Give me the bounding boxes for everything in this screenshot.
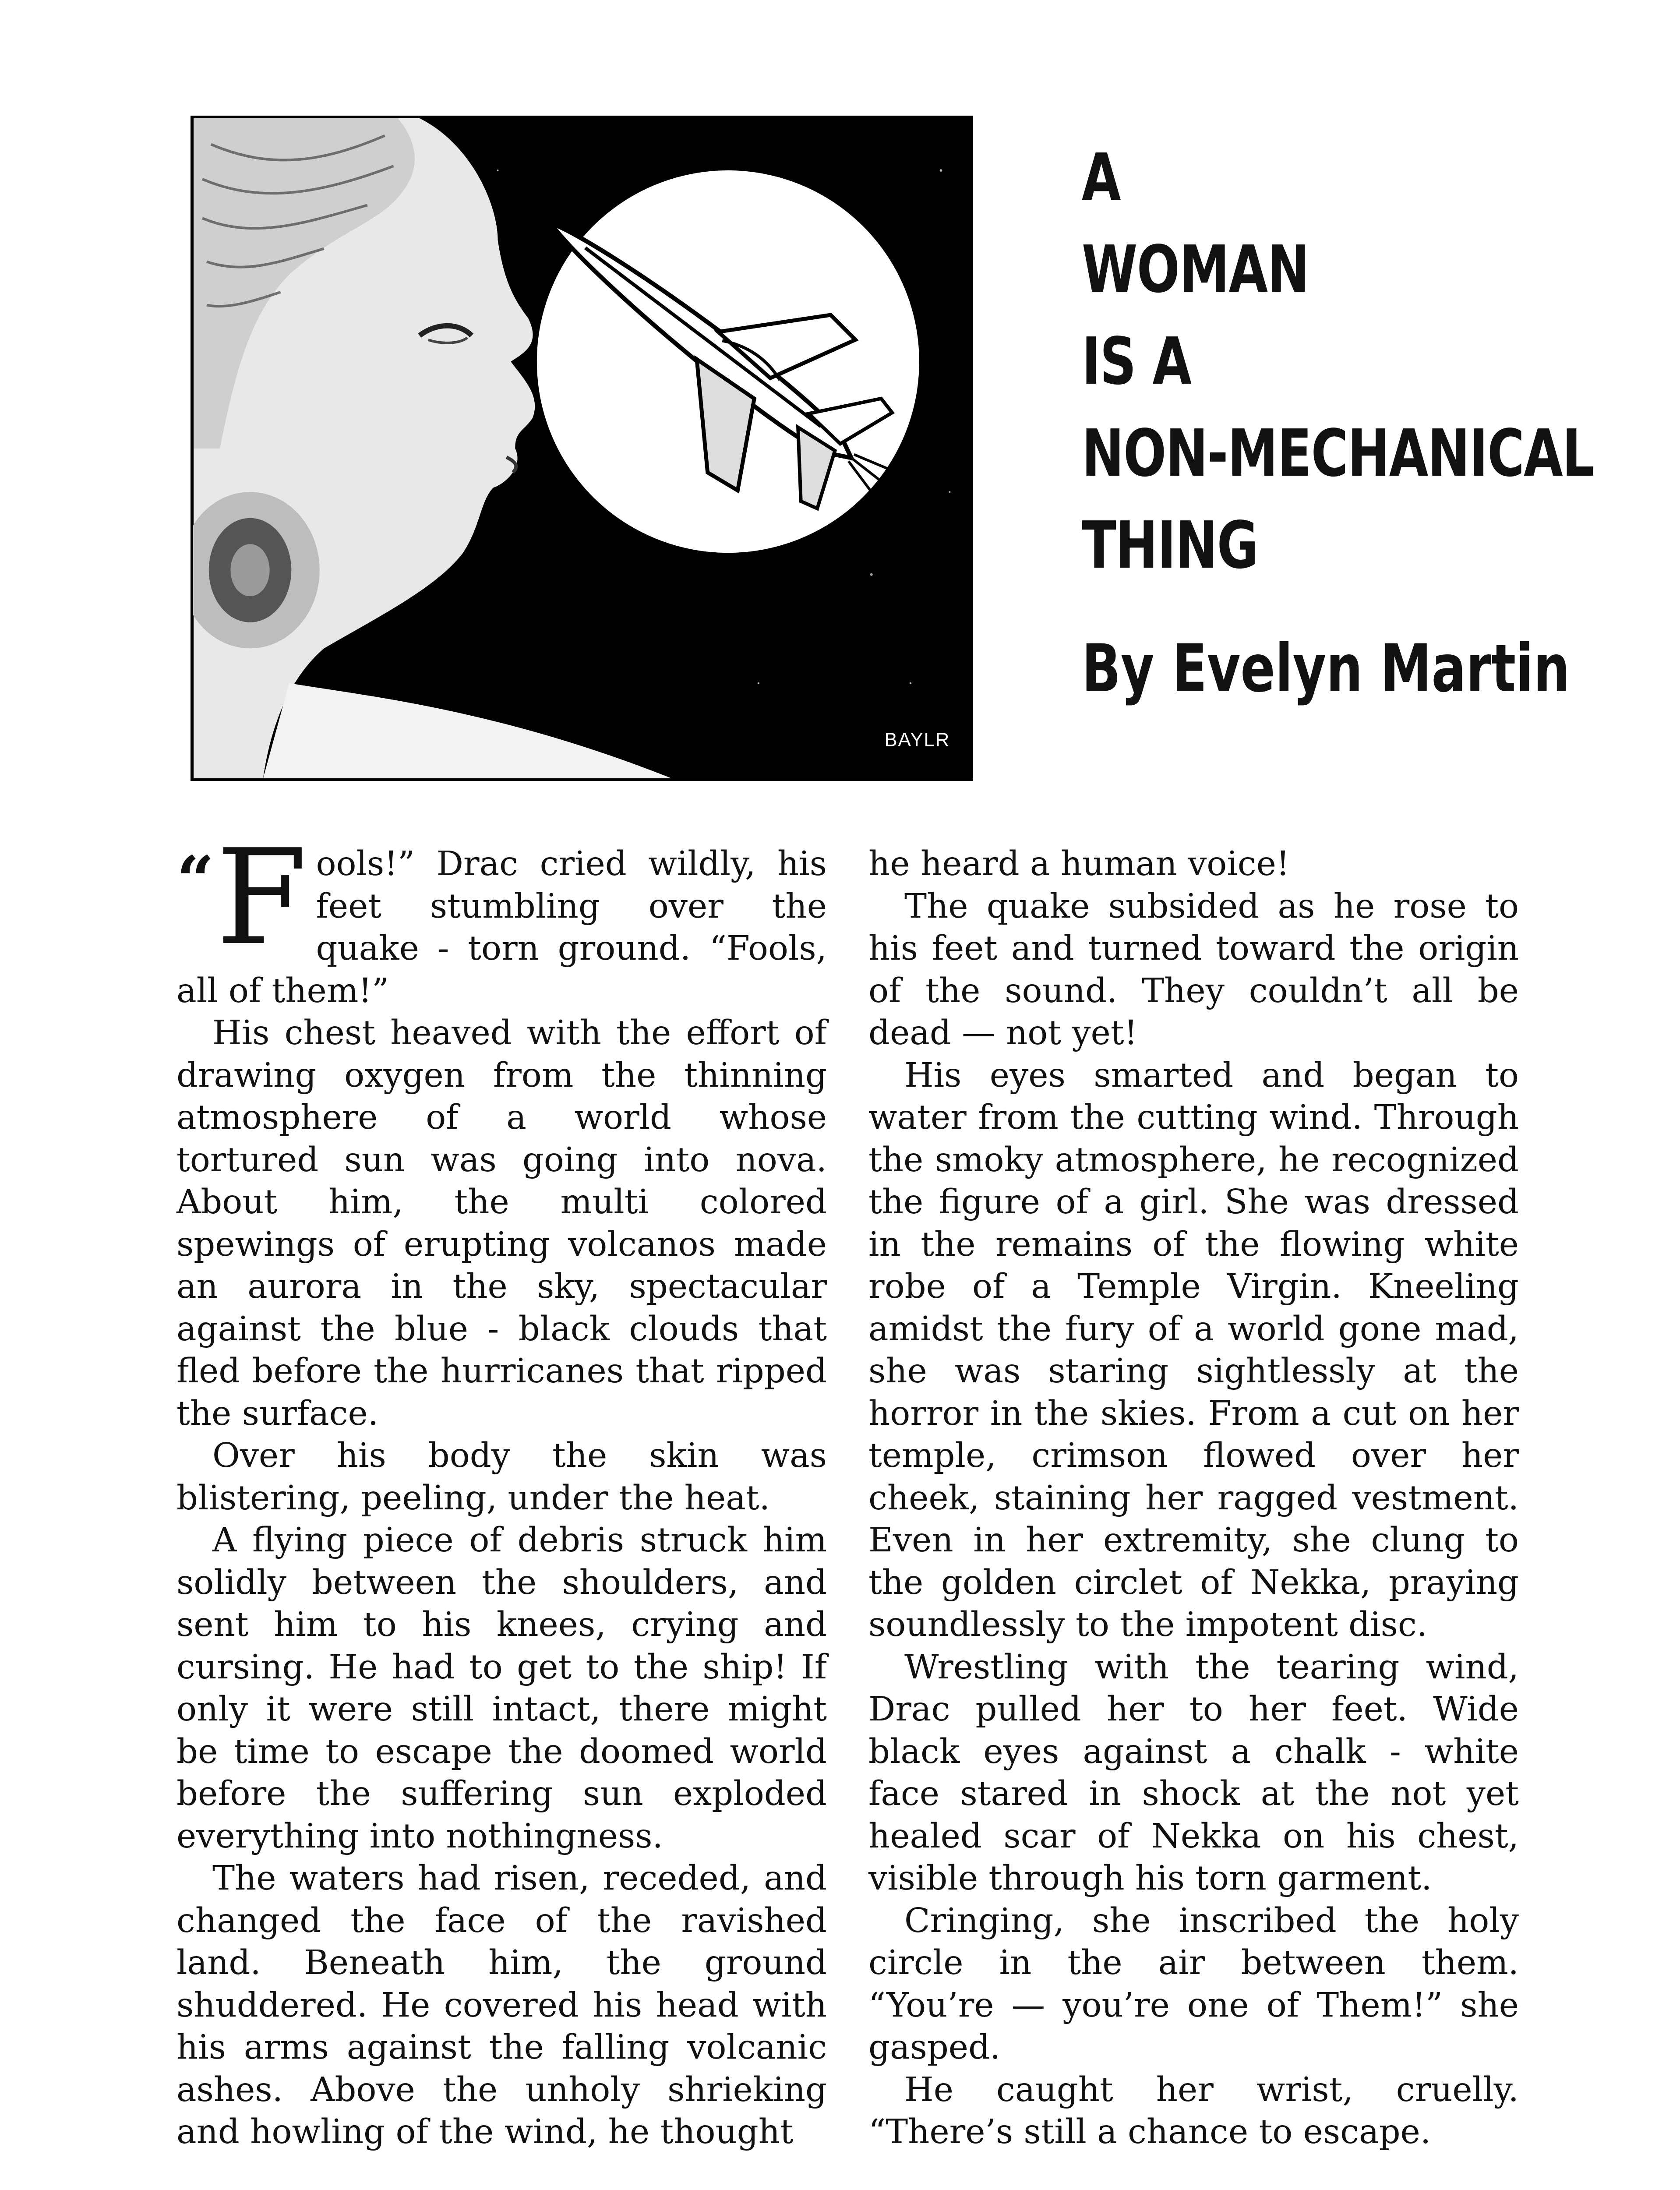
author-byline: By Evelyn Martin — [1082, 631, 1570, 707]
paragraph: His eyes smarted and began to water from the cutting wind. Through the smoky atmosphere, he recognized the figure of a girl. She was dressed in the remains of the flowing white robe of a Temple Virgin. Kneeling amidst the fury of a world gone mad, she was staring sightlessly at the horror in the skies. From a cut on her temple, crimson flowed over her cheek, staining her ragged vestment. Even in her extremity, she clung to the golden circlet of Nekka, praying soundlessly to the impotent disc. — [868, 1056, 1519, 1644]
title-line: THING — [1082, 508, 1258, 583]
artist-signature: BAYLR — [884, 729, 950, 751]
paragraph: Cringing, she inscribed the holy circle in the air between them. “You’re — you’re one of Them!” she gasped. — [868, 1901, 1519, 2067]
paragraph: He caught her wrist, cruelly. “There’s still a chance to escape. — [868, 2070, 1519, 2151]
title-line: NON-MECHANICAL — [1082, 416, 1594, 491]
paragraph: The quake subsided as he rose to his feet and turned toward the origin of the sound. They couldn’t all be dead — not yet! — [868, 887, 1519, 1053]
title-line: IS A — [1082, 324, 1191, 399]
paragraph: Over his body the skin was blistering, peeling, under the heat. — [176, 1436, 827, 1518]
story-title — [1082, 131, 1594, 591]
story-illustration — [191, 116, 973, 781]
continued-paragraph: he heard a human voice! — [868, 844, 1290, 883]
paragraph: The waters had risen, receded, and changed the face of the ravished land. Beneath him, the ground shuddered. He covered his head with his arms against the falling volcanic ashes. Above the unholy shrieking and howling of the wind, he thought — [176, 1859, 827, 2151]
paragraph: Wrestling with the tearing wind, Drac pulled her to her feet. Wide black eyes against a chalk - white face stared in shock at the not yet healed scar of Nekka on his chest, visible through his torn garment. — [868, 1647, 1519, 1898]
illustration-art — [193, 118, 971, 778]
drop-cap-letter: F — [216, 821, 307, 974]
drop-cap — [176, 821, 307, 974]
opening-paragraph — [176, 821, 827, 1012]
paragraph-text: ools!” Drac cried wildly, his feet stumbling over the quake - torn ground. “Fools, all of them!” — [176, 844, 827, 1010]
left-text-column — [176, 821, 827, 2154]
drop-cap-quote: “ — [176, 842, 210, 919]
paragraph: A flying piece of debris struck him solidly between the shoulders, and sent him to his knees, crying and cursing. He had to get to the ship! If only it were still intact, there might be time to escape the doomed world before the suffering sun exploded everything into nothingness. — [176, 1521, 827, 1856]
paragraph: His chest heaved with the effort of drawing oxygen from the thinning atmosphere of a world whose tortured sun was going into nova. About him, the multi colored spewings of erupting volcanos made an aurora in the sky, spectacular against the blue - black clouds that fled before the hurricanes that ripped the surface. — [176, 1014, 827, 1433]
title-line: WOMAN — [1082, 232, 1309, 307]
title-line: A — [1082, 140, 1120, 215]
right-text-column — [868, 843, 1519, 2154]
